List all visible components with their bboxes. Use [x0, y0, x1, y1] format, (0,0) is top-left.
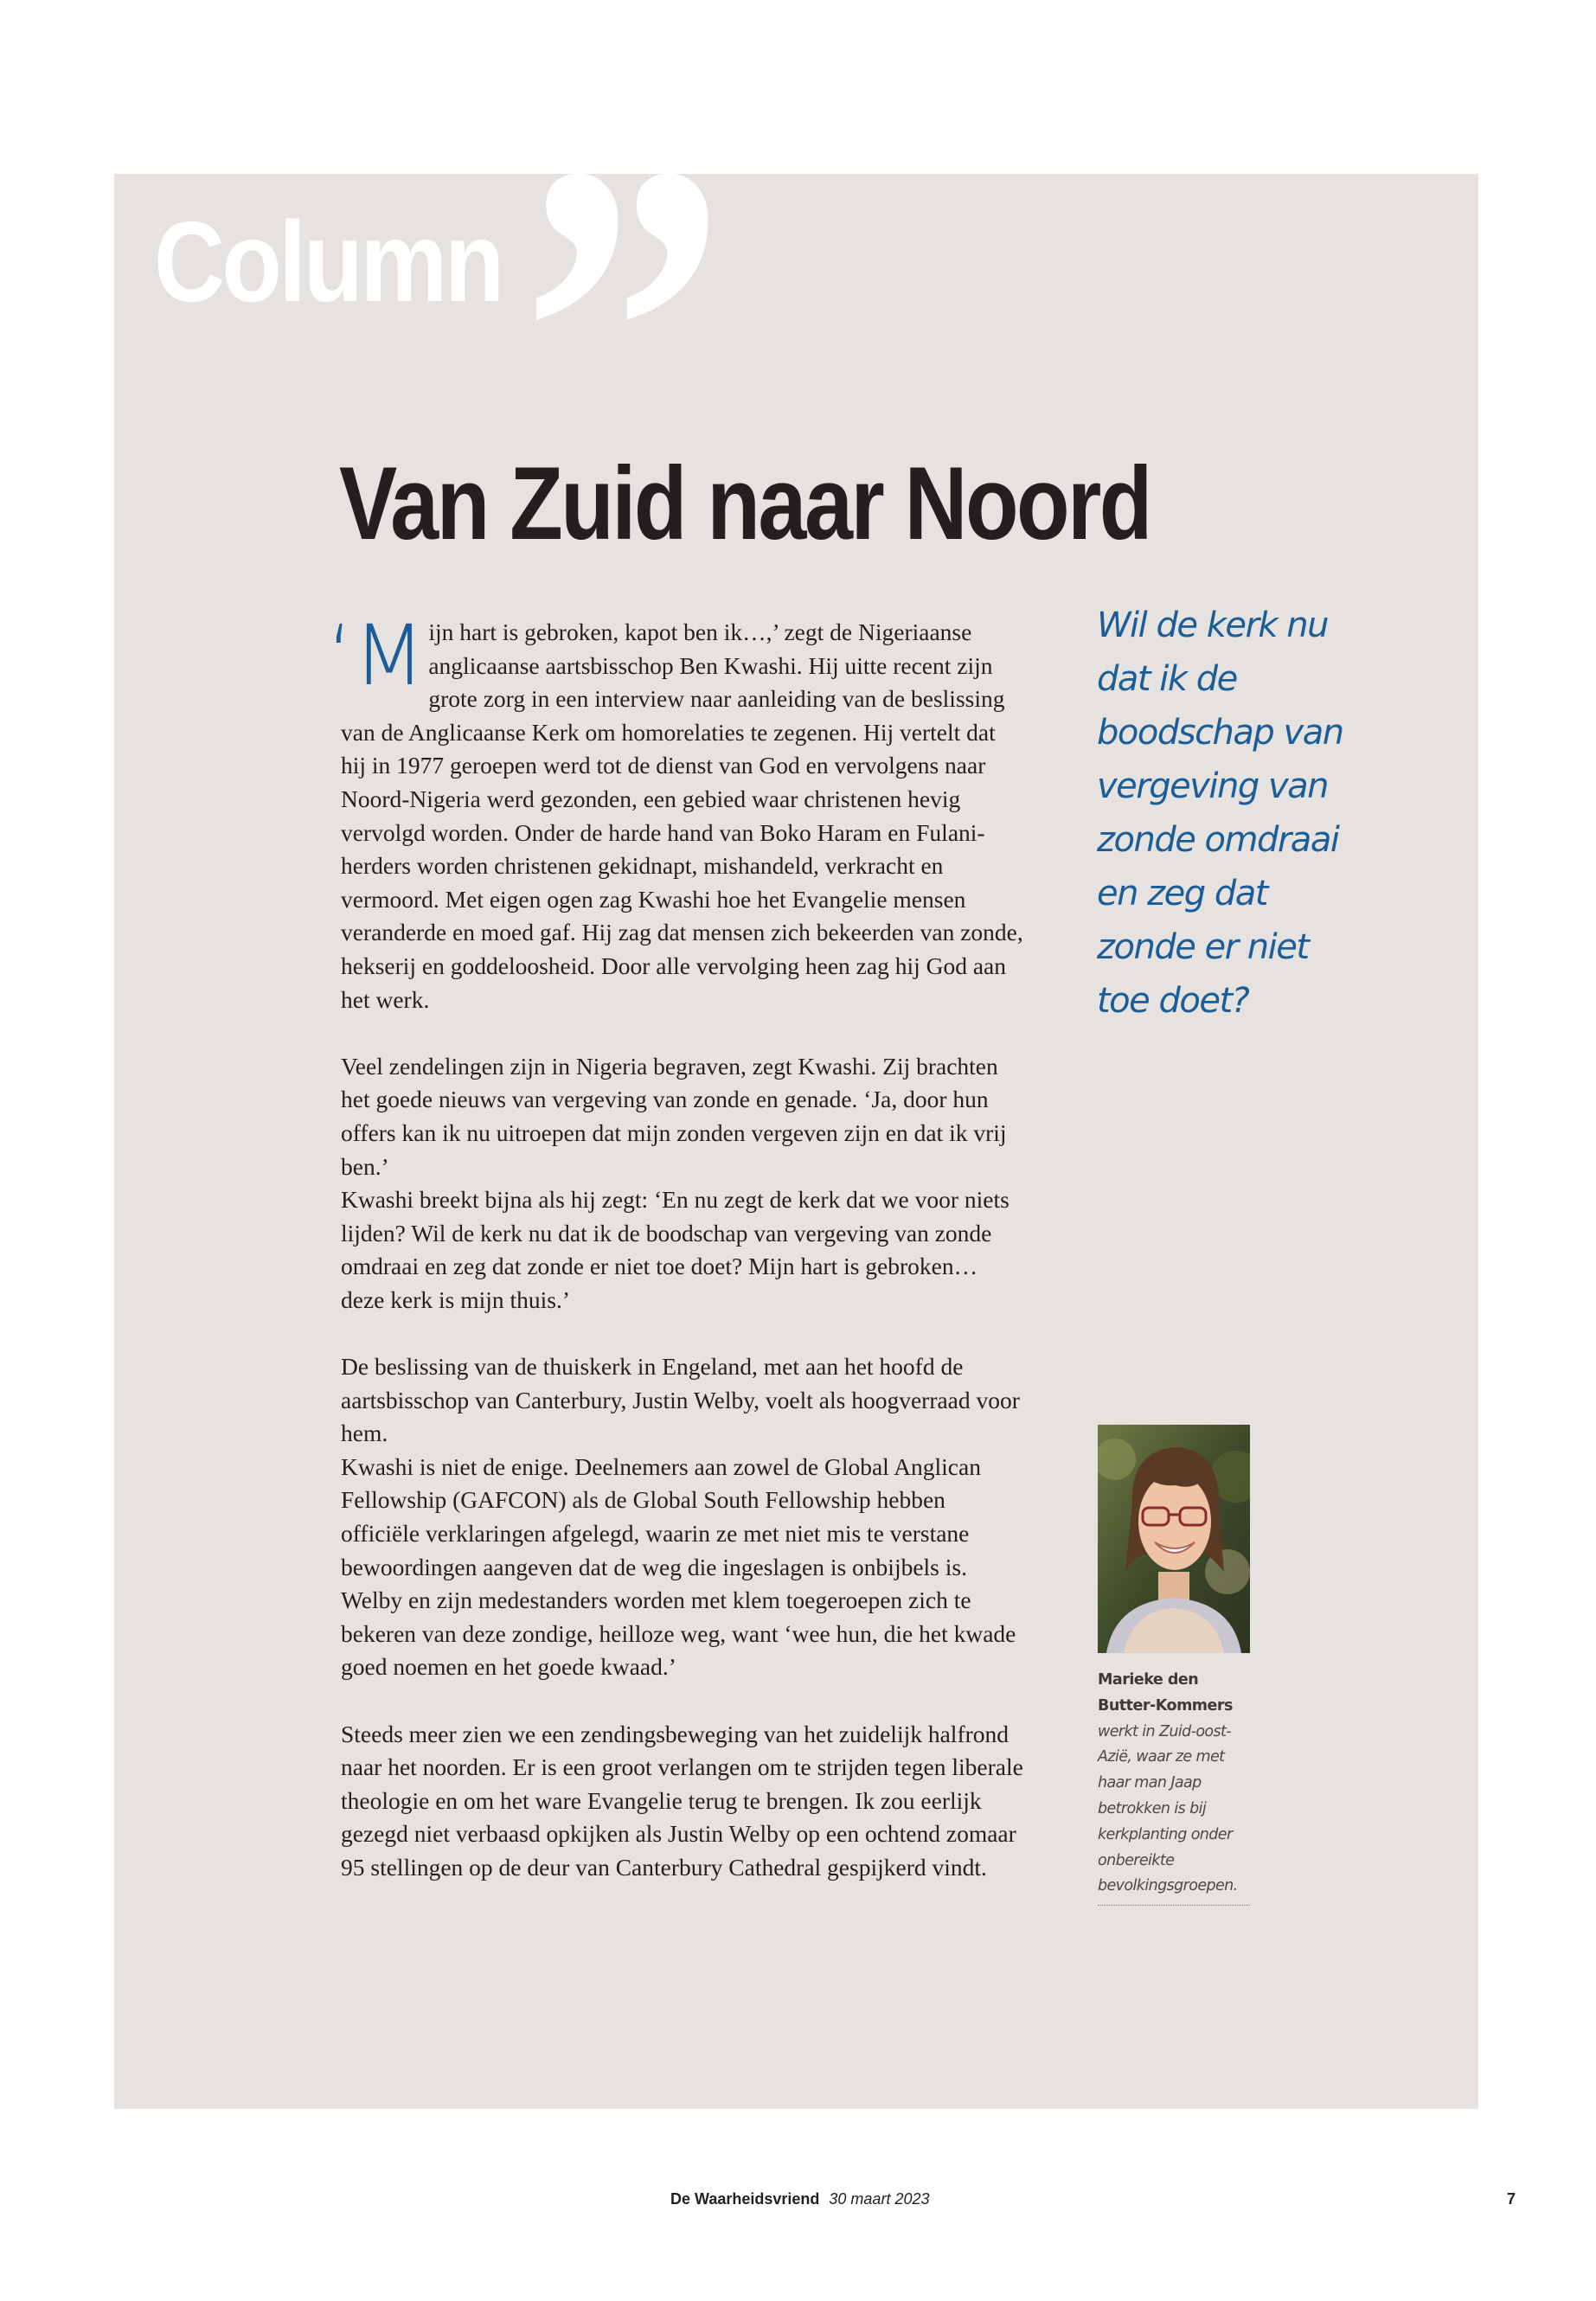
page-footer [670, 2190, 929, 2208]
drop-cap-quote: ‘ [327, 607, 354, 704]
pull-quote: Wil de kerk nu dat ik de boodschap van vergeving van zonde omdraai en zeg dat zonde er niet toe doet? [1097, 606, 1343, 1021]
author-bio: werkt in Zuid-oost-Azië, waar ze met haar man Jaap betrokken is bij kerkplanting onder onbereikte bevolkingsgroepen. [1098, 1722, 1238, 1895]
article-title: Van Zuid naar Noord [339, 445, 1151, 561]
paragraph-1-text: ijn hart is gebroken, kapot ben ik…,’ zegt de Nigeriaanse anglicaanse aartsbisschop Ben Kwashi. Hij uitte recent zijn grote zorg in een interview naar aanleiding van de beslissing van de Anglicaanse Kerk om homorelaties te zegenen. Hij vertelt dat hij in 1977 geroepen werd tot de dienst van God en vervolgens naar Noord-Nigeria werd gezonden, een gebied waar christenen hevig vervolgd worden. Onder de harde hand van Boko Haram en Fulani-herders worden christenen gekidnapt, mishandeld, verkracht en vermoord. Met eigen ogen zag Kwashi hoe het Evangelie mensen veranderde en moed gaf. Hij zag dat mensen zich bekeerden van zonde, hekserij en goddeloosheid. Door alle vervolging heen zag hij God aan het werk. [341, 619, 1023, 1013]
article-paragraph-2 [341, 1050, 1024, 1317]
article-paragraph-4: Steeds meer zien we een zendingsbeweging van het zuidelijk halfrond naar het noorden. Er is een groot verlangen om te strijden tegen liberale theologie en om het ware Evangelie terug te brengen. Ik zou eerlijk gezegd niet verbaasd opkijken als Justin Welby op een ochtend zomaar 95 stellingen op de deur van Canterbury Cathedral gespijkerd vindt. [341, 1720, 1023, 1881]
publication-date: 30 maart 2023 [829, 2190, 930, 2208]
publication-name: De Waarheidsvriend [670, 2190, 820, 2208]
column-label: Column [154, 198, 502, 325]
paragraph-2b-text: Kwashi breekt bijna als hij zegt: ‘En nu zegt de kerk dat we voor niets lijden? Wil de kerk nu dat ik de boodschap van vergeving van zonde omdraai en zeg dat zonde er niet toe doet? Mijn hart is gebroken… deze kerk is mijn thuis.’ [341, 1186, 1010, 1313]
paragraph-3a-text: De beslissing van de thuiskerk in Engeland, met aan het hoofd de aartsbisschop van Canterbury, Justin Welby, voelt als hoogverraad voor hem. [341, 1353, 1020, 1447]
author-name: Marieke den Butter-Kommers [1098, 1671, 1233, 1715]
decorative-quote-mark: ” [521, 65, 727, 601]
author-caption [1098, 1668, 1250, 1906]
article-paragraph-3 [341, 1350, 1024, 1684]
drop-cap [327, 607, 426, 704]
page-number: 7 [1507, 2190, 1516, 2208]
drop-cap-letter: M [353, 607, 426, 704]
article-paragraph-1 [327, 607, 1024, 1016]
author-photo [1098, 1425, 1250, 1653]
article-body [327, 607, 1024, 1918]
paragraph-3b-text: Kwashi is niet de enige. Deelnemers aan zowel de Global Anglican Fellowship (GAFCON) als de Global South Fellowship hebben officiële verklaringen afgelegd, waarin ze met niet mis te verstane bewoordingen aangeven dat de weg die ingeslagen is onbijbels is. Welby en zijn medestanders worden met klem toegeroepen zich te bekeren van deze zondige, heilloze weg, want ‘wee hun, die het kwade goed noemen en het goede kwaad.’ [341, 1452, 1016, 1681]
paragraph-2a-text: Veel zendelingen zijn in Nigeria begraven, zegt Kwashi. Zij brachten het goede nieuws van vergeving van zonde en genade. ‘Ja, door hun offers kan ik nu uitroepen dat mijn zonden vergeven zijn en dat ik vrij ben.’ [341, 1052, 1007, 1180]
